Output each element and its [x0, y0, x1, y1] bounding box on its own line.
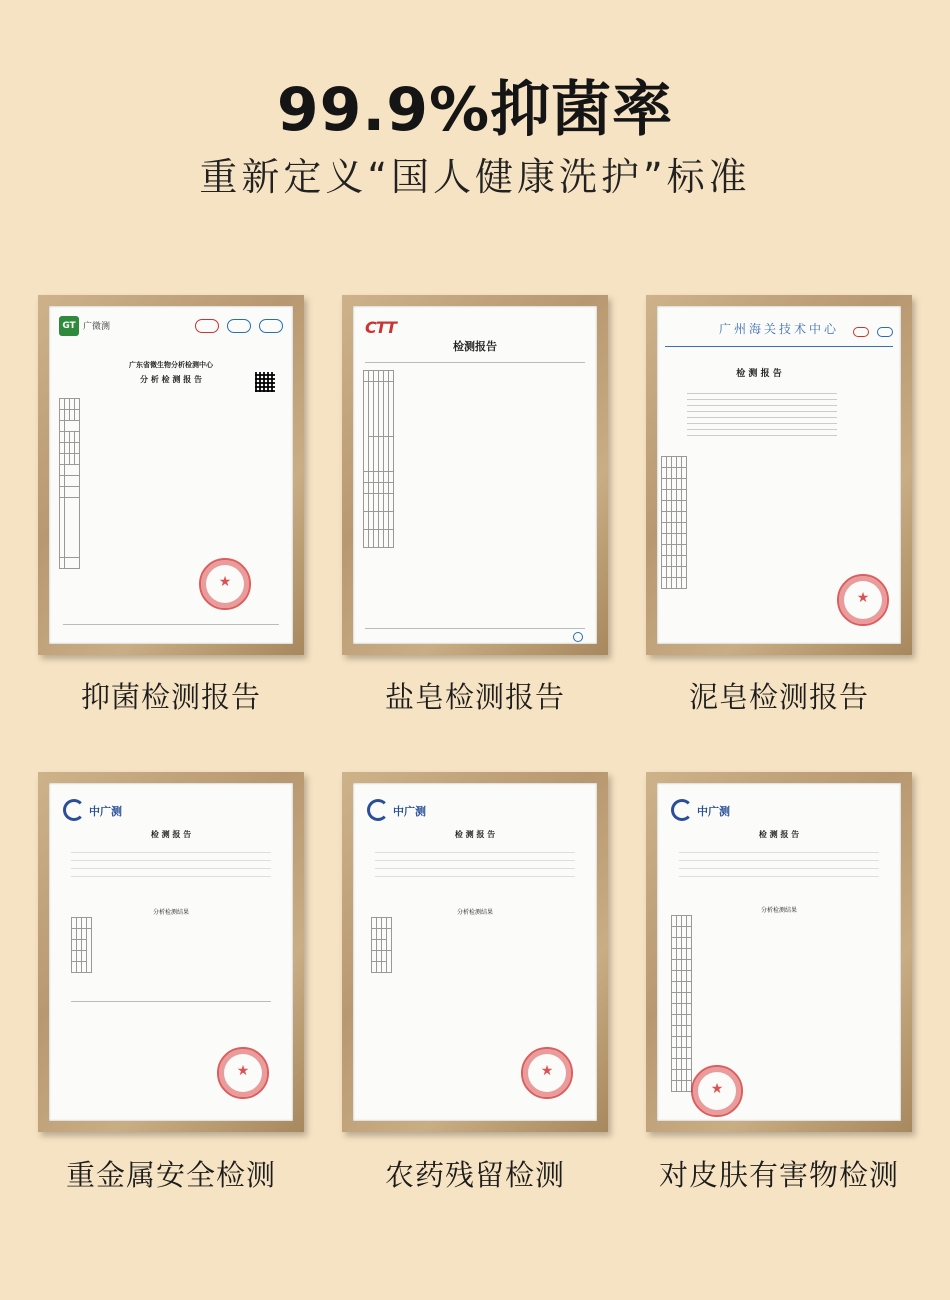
zgc-logo-icon: [671, 799, 693, 821]
certificate-frame-skin-harmful: [646, 772, 912, 1132]
signature-line: [63, 624, 279, 625]
cma-seal-icon: [853, 327, 869, 337]
section-title: 分析检测结果: [760, 907, 797, 914]
zgc-logo-icon: [63, 799, 85, 821]
results-table: [671, 915, 692, 1092]
logo-label: 中广测: [89, 805, 122, 818]
logo-label: 中广测: [393, 805, 426, 818]
results-table: [71, 917, 92, 973]
certificate-document: [49, 306, 293, 644]
official-stamp-icon: [199, 558, 251, 610]
institution-name: 广东省微生物分析检测中心: [129, 361, 213, 369]
document-header: [59, 316, 283, 338]
document-title: 检 测 报 告: [758, 830, 800, 839]
caption-salt-soap: 盐皂检测报告: [384, 680, 565, 714]
official-stamp-icon: [217, 1047, 269, 1099]
document-title: 检 测 报 告: [454, 830, 496, 839]
zgc-logo-icon: [367, 799, 389, 821]
divider: [365, 362, 585, 363]
certificate-frame-pesticide: [342, 772, 608, 1132]
cnas-seal-icon: [259, 319, 283, 333]
report-table: [661, 456, 687, 589]
sample-info: [679, 845, 879, 884]
report-table: [59, 398, 80, 569]
ilac-seal-icon: [227, 319, 251, 333]
logo-label: 中广测: [697, 805, 730, 818]
caption-antibacterial: 抑菌检测报告: [80, 680, 261, 714]
certificate-document: [353, 306, 597, 644]
official-stamp-icon: [691, 1065, 743, 1117]
certificate-frame-salt-soap: [342, 295, 608, 655]
certificate-frame-mud-soap: [646, 295, 912, 655]
caption-pesticide: 农药残留检测: [384, 1158, 565, 1192]
document-title: 检 测 报 告: [150, 830, 192, 839]
page-subtitle: 重新定义“国人健康洗护”标准: [199, 155, 751, 199]
qr-code-icon: [255, 372, 275, 392]
caption-heavy-metal: 重金属安全检测: [65, 1158, 276, 1192]
certificate-frame-heavy-metal: [38, 772, 304, 1132]
cma-seal-icon: [195, 319, 219, 333]
certificate-document: [657, 306, 901, 644]
institution-name: 广州海关技术中心: [718, 322, 839, 336]
page-title: 99.9%抑菌率: [276, 75, 674, 145]
gt-logo-icon: GT: [59, 316, 79, 336]
results-table: [371, 917, 392, 973]
accreditation-seals: [850, 322, 893, 341]
sample-info: [375, 845, 575, 884]
logo-label: 广微测: [83, 322, 111, 332]
official-stamp-icon: [521, 1047, 573, 1099]
caption-skin-harmful: 对皮肤有害物检测: [658, 1158, 899, 1192]
certificate-frame-antibacterial: [38, 295, 304, 655]
certificate-document: [353, 783, 597, 1121]
section-title: 分析检测结果: [152, 909, 189, 916]
report-table: [363, 370, 394, 548]
ctt-logo-icon: CTT: [365, 318, 396, 337]
header-divider: [665, 346, 893, 347]
cnas-seal-icon: [877, 327, 893, 337]
section-title: 分析检测结果: [456, 909, 493, 916]
accreditation-seals: [192, 318, 283, 337]
caption-mud-soap: 泥皂检测报告: [688, 680, 869, 714]
certificate-document: [49, 783, 293, 1121]
table-bottom-line: [71, 1001, 271, 1002]
certificate-document: [657, 783, 901, 1121]
footer-line: [365, 628, 585, 629]
official-stamp-icon: [837, 574, 889, 626]
sample-info: [71, 845, 271, 884]
document-title: 检 测 报 告: [736, 369, 782, 379]
applicant-info: [687, 388, 837, 441]
document-title: 分 析 检 测 报 告: [140, 375, 202, 384]
footer-seal-icon: [573, 632, 583, 642]
document-title: 检测报告: [453, 340, 497, 353]
